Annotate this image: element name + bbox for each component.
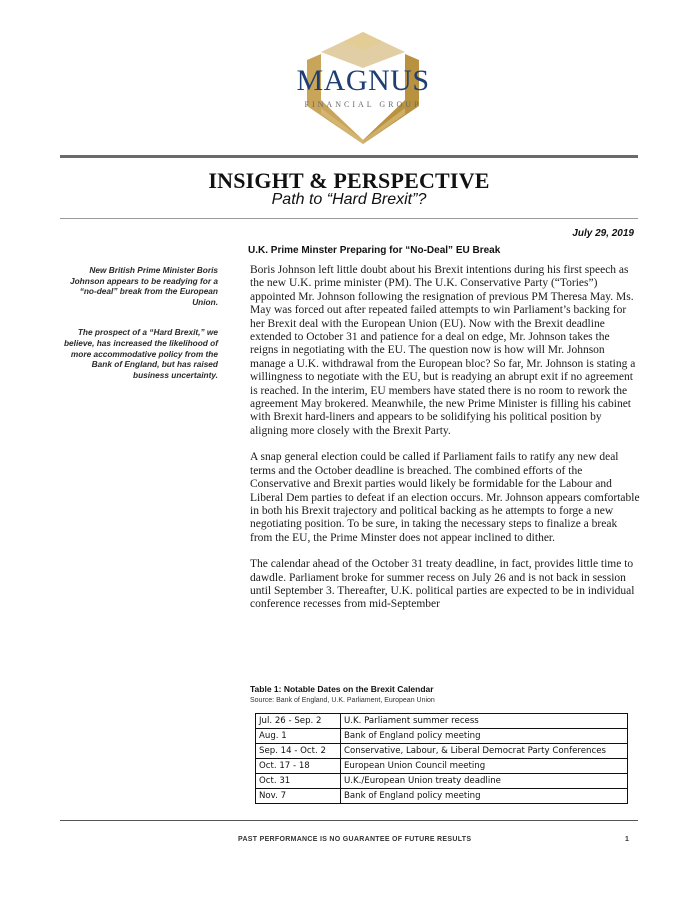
table-date-cell: Aug. 1	[256, 729, 341, 744]
table-date-cell: Oct. 31	[256, 774, 341, 789]
table-row	[256, 729, 628, 744]
table-event-cell: Bank of England policy meeting	[341, 729, 628, 744]
header-rule	[60, 155, 638, 158]
table-title: Table 1: Notable Dates on the Brexit Calendar	[250, 684, 434, 694]
table-row	[256, 714, 628, 729]
table-row	[256, 774, 628, 789]
table-event-cell: U.K. Parliament summer recess	[341, 714, 628, 729]
magnus-logo	[283, 28, 443, 146]
table-date-cell: Nov. 7	[256, 789, 341, 804]
footer-disclaimer: PAST PERFORMANCE IS NO GUARANTEE OF FUTURE RESULTS	[238, 836, 472, 843]
article-body	[250, 264, 640, 625]
page-number: 1	[625, 836, 629, 843]
brexit-calendar-table	[255, 713, 628, 804]
table-row	[256, 759, 628, 774]
article-headline: U.K. Prime Minster Preparing for “No-Deal” EU Break	[248, 245, 501, 256]
article-paragraph: Boris Johnson left little doubt about his Brexit intentions during his first speech as the new U.K. prime minister (PM). The U.K. Conservative Party (“Tories”) appointed Mr. Johnson following the resignation of previous PM Theresa May. Ms. May was forced out after repeated failed attempts to win Parliament’s backing for her Brexit deal with the European Union (EU). Now with the Brexit deadline extended to October 31 and patience for a deal on edge, Mr. Johnson takes the reigns in negotiating with the EU. The question now is how will Mr. Johnson manage a U.K. withdrawal from the European bloc? So far, Mr. Johnson is stating a willingness to negotiate with the EU, but is readying an abrupt exit if no agreement is reached. In the interim, EU members have stated there is no room to rework the agreement May brokered. Meanwhile, the new Prime Minister is filling his cabinet with Brexit hard-liners and appears to be solidifying his political position by aligning more closely with the Brexit Party.	[250, 264, 636, 437]
logo-wordmark: MAGNUS	[296, 64, 430, 97]
pull-quote: New British Prime Minister Boris Johnson appears to be readying for a “no-deal” break from the European Union.	[70, 265, 218, 307]
table-row	[256, 744, 628, 759]
table-row	[256, 789, 628, 804]
table-event-cell: Bank of England policy meeting	[341, 789, 628, 804]
pull-quote: The prospect of a “Hard Brexit,” we believe, has increased the likelihood of more accommodative policy from the Bank of England, but has raised business uncertainty.	[63, 327, 218, 380]
table-date-cell: Sep. 14 - Oct. 2	[256, 744, 341, 759]
article-date: July 29, 2019	[572, 228, 634, 239]
table-event-cell: European Union Council meeting	[341, 759, 628, 774]
table-event-cell: Conservative, Labour, & Liberal Democrat Party Conferences	[341, 744, 628, 759]
table-date-cell: Oct. 17 - 18	[256, 759, 341, 774]
page-subtitle: Path to “Hard Brexit”?	[271, 191, 427, 208]
footer-rule	[60, 820, 638, 821]
table-source: Source: Bank of England, U.K. Parliament, European Union	[250, 697, 435, 704]
article-paragraph: The calendar ahead of the October 31 treaty deadline, in fact, provides little time to dawdle. Parliament broke for summer recess on July 26 and is not back in session until September 3. Thereafter, U.K. political parties are expected to be in individual conference recesses from mid-September	[250, 558, 635, 611]
table-event-cell: U.K./European Union treaty deadline	[341, 774, 628, 789]
article-paragraph: A snap general election could be called if Parliament fails to ratify any new deal terms and the October deadline is breached. The combined efforts of the Conservative and Brexit parties would likely be formidable for the Labour and Liberal Dem parties to defeat if an election occurs. Mr. Johnson appears comfortable in both his Brexit trajectory and political backing as he attempts to forge a new negotiating position. To be sure, in taking the necessary steps to finalize a break from the EU, the Prime Minster does not appear inclined to dither.	[250, 451, 640, 544]
page-title: INSIGHT & PERSPECTIVE	[208, 168, 490, 193]
sidebar-pull-quotes	[60, 265, 218, 400]
logo-subtitle: FINANCIAL GROUP	[304, 100, 422, 109]
table-date-cell: Jul. 26 - Sep. 2	[256, 714, 341, 729]
title-rule	[60, 218, 638, 219]
